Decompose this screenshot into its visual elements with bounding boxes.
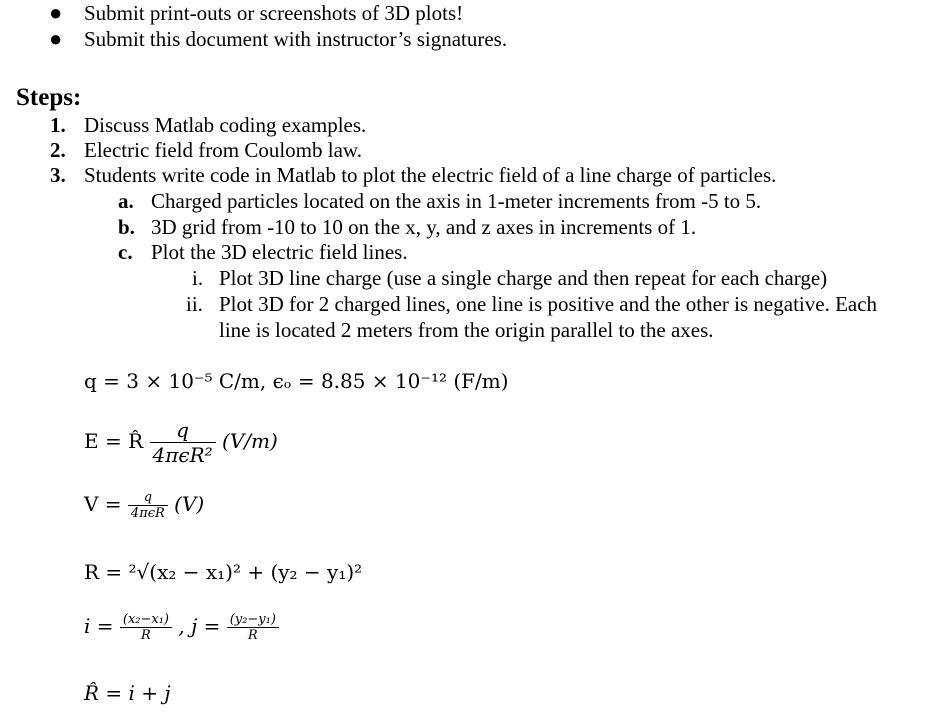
steps-heading: Steps: [16,84,82,111]
substep-letter: a. [118,189,134,213]
efield-numerator: q [150,418,216,443]
step-number: 3. [50,163,66,187]
bullet-item: Submit this document with instructor’s signatures. [84,27,508,51]
efield-unit: (V/m) [222,429,278,453]
efield-equation [84,418,278,467]
substep-letter: b. [118,215,135,239]
step-number: 1. [50,113,66,137]
unit-vector-equation [84,612,279,643]
i-lhs: i = [84,614,114,638]
distance-equation: R = ²√(x₂ − x₁)² + (y₂ − y₁)² [84,560,363,584]
subsubstep-numeral: ii. [186,292,203,316]
substep-text: Charged particles located on the axis in 1-meter increments from -5 to 5. [151,189,762,213]
efield-denominator: 4πϵR² [152,443,213,467]
substep-text: 3D grid from -10 to 10 on the x, y, and z axes in increments of 1. [151,215,697,239]
j-fraction [227,612,279,643]
bullet-icon: ● [49,26,63,51]
i-numerator: (x₂−x₁) [120,612,172,628]
potential-lhs: V = [84,492,122,516]
subsubstep-text: Plot 3D line charge (use a single charge and then repeat for each charge) [219,266,828,290]
potential-denominator: 4πϵR [130,506,165,521]
i-denominator: R [141,628,151,643]
subsubstep-text: Plot 3D for 2 charged lines, one line is positive and the other is negative. Each [219,292,878,316]
subsubstep-continuation: line is located 2 meters from the origin parallel to the axes. [219,318,714,342]
potential-numerator: q [128,490,168,506]
efield-fraction [150,418,216,467]
potential-fraction [128,490,168,521]
j-denominator: R [247,628,258,643]
substep-letter: c. [118,240,133,264]
step-number: 2. [50,138,66,162]
rhat-equation: R̂ = i + j [84,681,171,705]
step-text: Discuss Matlab coding examples. [84,113,367,137]
potential-unit: (V) [174,492,205,516]
constants-equation: q = 3 × 10⁻⁵ C/m, ϵₒ = 8.85 × 10⁻¹² (F/m) [84,369,509,393]
potential-equation [84,490,204,521]
step-text: Students write code in Matlab to plot the electric field of a line charge of particles. [84,163,777,187]
j-lhs: , j = [178,614,221,638]
bullet-icon: ● [49,0,63,25]
efield-lhs: E = R̂ [84,429,144,453]
bullet-item: Submit print-outs or screenshots of 3D plots! [84,1,464,25]
j-numerator: (y₂−y₁) [227,612,279,628]
step-text: Electric field from Coulomb law. [84,138,362,162]
i-fraction [120,612,172,643]
substep-text: Plot the 3D electric field lines. [151,240,408,264]
subsubstep-numeral: i. [192,266,204,290]
